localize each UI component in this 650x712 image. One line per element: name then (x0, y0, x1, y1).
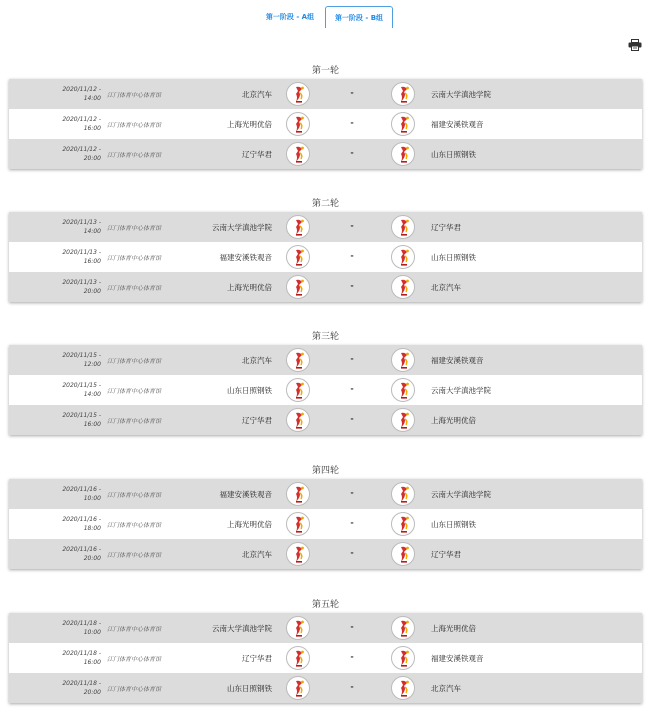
match-time: 16:00 (83, 125, 101, 132)
round-title: 第四轮 (311, 466, 339, 476)
away-team-logo-icon[interactable] (391, 82, 415, 106)
match-datetime (49, 679, 101, 697)
match-date: 2020/11/18 - (62, 680, 101, 687)
away-team-logo-icon[interactable] (391, 482, 415, 506)
home-team-name[interactable]: 北京汽车 (242, 550, 272, 559)
match-row[interactable] (9, 345, 642, 375)
match-venue: 江门体育中心体育馆 (107, 122, 162, 129)
match-score: - (350, 88, 354, 97)
match-datetime (49, 545, 101, 563)
home-team-name[interactable]: 辽宁华君 (242, 416, 272, 425)
away-team-name[interactable]: 山东日照钢铁 (431, 253, 476, 262)
match-date: 2020/11/13 - (62, 219, 101, 226)
home-team-logo-icon[interactable] (286, 245, 310, 269)
away-team-logo-icon[interactable] (391, 348, 415, 372)
match-date: 2020/11/15 - (62, 382, 101, 389)
away-team-logo-icon[interactable] (391, 512, 415, 536)
away-team-name[interactable]: 山东日照钢铁 (431, 150, 476, 159)
match-time: 16:00 (83, 421, 101, 428)
match-date: 2020/11/16 - (62, 516, 101, 523)
home-team-name[interactable]: 北京汽车 (242, 356, 272, 365)
home-team-name[interactable]: 云南大学滇池学院 (212, 624, 272, 633)
match-time: 14:00 (83, 228, 101, 235)
match-datetime (49, 145, 101, 163)
match-date: 2020/11/12 - (62, 146, 101, 153)
home-team-logo-icon[interactable] (286, 142, 310, 166)
match-score: - (350, 118, 354, 127)
match-venue: 江门体育中心体育馆 (107, 418, 162, 425)
match-datetime (49, 619, 101, 637)
match-datetime (49, 485, 101, 503)
match-row[interactable] (9, 139, 642, 169)
match-row[interactable] (9, 509, 642, 539)
match-venue: 江门体育中心体育馆 (107, 492, 162, 499)
away-team-logo-icon[interactable] (391, 408, 415, 432)
home-team-name[interactable]: 北京汽车 (242, 90, 272, 99)
round-title: 第三轮 (311, 332, 339, 342)
match-time: 20:00 (83, 288, 101, 295)
home-team-name[interactable]: 辽宁华君 (242, 654, 272, 663)
match-table (9, 79, 642, 169)
away-team-name[interactable]: 福建安溪铁观音 (431, 654, 484, 663)
home-team-name[interactable]: 上海光明优倍 (227, 120, 272, 129)
match-time: 14:00 (83, 95, 101, 102)
round-title: 第一轮 (311, 66, 339, 76)
match-row[interactable] (9, 272, 642, 302)
away-team-logo-icon[interactable] (391, 215, 415, 239)
match-time: 10:00 (83, 629, 101, 636)
match-score: - (350, 652, 354, 661)
away-team-name[interactable]: 山东日照钢铁 (431, 520, 476, 529)
home-team-name[interactable]: 辽宁华君 (242, 150, 272, 159)
match-datetime (49, 218, 101, 236)
match-datetime (49, 649, 101, 667)
match-datetime (49, 381, 101, 399)
home-team-logo-icon[interactable] (286, 82, 310, 106)
away-team-name[interactable]: 上海光明优倍 (431, 416, 476, 425)
tab-stage1-group-b[interactable]: 第一阶段 - B组 (325, 6, 393, 28)
away-team-logo-icon[interactable] (391, 542, 415, 566)
tab-stage1-group-a[interactable]: 第一阶段 - A组 (265, 13, 315, 21)
match-datetime (49, 248, 101, 266)
match-time: 16:00 (83, 258, 101, 265)
match-date: 2020/11/15 - (62, 412, 101, 419)
match-row[interactable] (9, 109, 642, 139)
match-time: 12:00 (83, 361, 101, 368)
match-score: - (350, 682, 354, 691)
away-team-name[interactable]: 北京汽车 (431, 283, 461, 292)
match-datetime (49, 411, 101, 429)
away-team-name[interactable]: 上海光明优倍 (431, 624, 476, 633)
home-team-name[interactable]: 福建安溪铁观音 (219, 253, 272, 262)
away-team-name[interactable]: 云南大学滇池学院 (431, 490, 491, 499)
match-time: 10:00 (83, 495, 101, 502)
match-row[interactable] (9, 479, 642, 509)
match-score: - (350, 622, 354, 631)
match-row[interactable] (9, 539, 642, 569)
round-title: 第五轮 (311, 600, 339, 610)
stage-tabs (0, 6, 650, 28)
home-team-name[interactable]: 山东日照钢铁 (227, 684, 272, 693)
match-row[interactable] (9, 79, 642, 109)
match-score: - (350, 384, 354, 393)
home-team-logo-icon[interactable] (286, 348, 310, 372)
match-datetime (49, 115, 101, 133)
match-venue: 江门体育中心体育馆 (107, 686, 162, 693)
match-datetime (49, 85, 101, 103)
match-venue: 江门体育中心体育馆 (107, 552, 162, 559)
match-score: - (350, 251, 354, 260)
match-time: 20:00 (83, 155, 101, 162)
away-team-logo-icon[interactable] (391, 275, 415, 299)
home-team-logo-icon[interactable] (286, 646, 310, 670)
match-date: 2020/11/18 - (62, 650, 101, 657)
match-venue: 江门体育中心体育馆 (107, 152, 162, 159)
match-time: 16:00 (83, 659, 101, 666)
match-score: - (350, 354, 354, 363)
home-team-name[interactable]: 上海光明优倍 (227, 283, 272, 292)
match-date: 2020/11/13 - (62, 249, 101, 256)
match-date: 2020/11/15 - (62, 352, 101, 359)
match-venue: 江门体育中心体育馆 (107, 388, 162, 395)
away-team-name[interactable]: 云南大学滇池学院 (431, 386, 491, 395)
match-table (9, 212, 642, 302)
home-team-logo-icon[interactable] (286, 676, 310, 700)
match-row[interactable] (9, 673, 642, 703)
match-score: - (350, 281, 354, 290)
match-date: 2020/11/18 - (62, 620, 101, 627)
home-team-logo-icon[interactable] (286, 482, 310, 506)
match-venue: 江门体育中心体育馆 (107, 358, 162, 365)
match-score: - (350, 148, 354, 157)
match-date: 2020/11/12 - (62, 116, 101, 123)
home-team-logo-icon[interactable] (286, 112, 310, 136)
round-title: 第二轮 (311, 199, 339, 209)
match-venue: 江门体育中心体育馆 (107, 285, 162, 292)
match-date: 2020/11/16 - (62, 546, 101, 553)
match-time: 20:00 (83, 555, 101, 562)
match-time: 20:00 (83, 689, 101, 696)
match-venue: 江门体育中心体育馆 (107, 255, 162, 262)
match-time: 18:00 (83, 525, 101, 532)
match-row[interactable] (9, 613, 642, 643)
away-team-name[interactable]: 云南大学滇池学院 (431, 90, 491, 99)
away-team-name[interactable]: 福建安溪铁观音 (431, 356, 484, 365)
away-team-logo-icon[interactable] (391, 676, 415, 700)
match-score: - (350, 488, 354, 497)
match-row[interactable] (9, 212, 642, 242)
away-team-logo-icon[interactable] (391, 112, 415, 136)
match-row[interactable] (9, 643, 642, 673)
home-team-name[interactable]: 上海光明优倍 (227, 520, 272, 529)
match-table (9, 345, 642, 435)
away-team-logo-icon[interactable] (391, 245, 415, 269)
home-team-name[interactable]: 云南大学滇池学院 (212, 223, 272, 232)
home-team-name[interactable]: 福建安溪铁观音 (219, 490, 272, 499)
away-team-name[interactable]: 福建安溪铁观音 (431, 120, 484, 129)
match-score: - (350, 414, 354, 423)
match-venue: 江门体育中心体育馆 (107, 656, 162, 663)
match-datetime (49, 515, 101, 533)
match-score: - (350, 518, 354, 527)
match-table (9, 479, 642, 569)
home-team-logo-icon[interactable] (286, 512, 310, 536)
match-row[interactable] (9, 375, 642, 405)
home-team-logo-icon[interactable] (286, 542, 310, 566)
home-team-logo-icon[interactable] (286, 616, 310, 640)
away-team-name[interactable]: 北京汽车 (431, 684, 461, 693)
match-table (9, 613, 642, 703)
match-venue: 江门体育中心体育馆 (107, 225, 162, 232)
home-team-logo-icon[interactable] (286, 408, 310, 432)
away-team-name[interactable]: 辽宁华君 (431, 223, 461, 232)
match-score: - (350, 221, 354, 230)
match-venue: 江门体育中心体育馆 (107, 626, 162, 633)
match-row[interactable] (9, 405, 642, 435)
match-time: 14:00 (83, 391, 101, 398)
match-venue: 江门体育中心体育馆 (107, 92, 162, 99)
match-venue: 江门体育中心体育馆 (107, 522, 162, 529)
home-team-logo-icon[interactable] (286, 275, 310, 299)
away-team-logo-icon[interactable] (391, 646, 415, 670)
match-datetime (49, 278, 101, 296)
away-team-logo-icon[interactable] (391, 616, 415, 640)
home-team-logo-icon[interactable] (286, 378, 310, 402)
away-team-logo-icon[interactable] (391, 378, 415, 402)
match-date: 2020/11/12 - (62, 86, 101, 93)
match-date: 2020/11/13 - (62, 279, 101, 286)
home-team-name[interactable]: 山东日照钢铁 (227, 386, 272, 395)
match-date: 2020/11/16 - (62, 486, 101, 493)
printer-icon[interactable] (628, 36, 642, 48)
away-team-name[interactable]: 辽宁华君 (431, 550, 461, 559)
away-team-logo-icon[interactable] (391, 142, 415, 166)
home-team-logo-icon[interactable] (286, 215, 310, 239)
match-row[interactable] (9, 242, 642, 272)
match-score: - (350, 548, 354, 557)
match-datetime (49, 351, 101, 369)
